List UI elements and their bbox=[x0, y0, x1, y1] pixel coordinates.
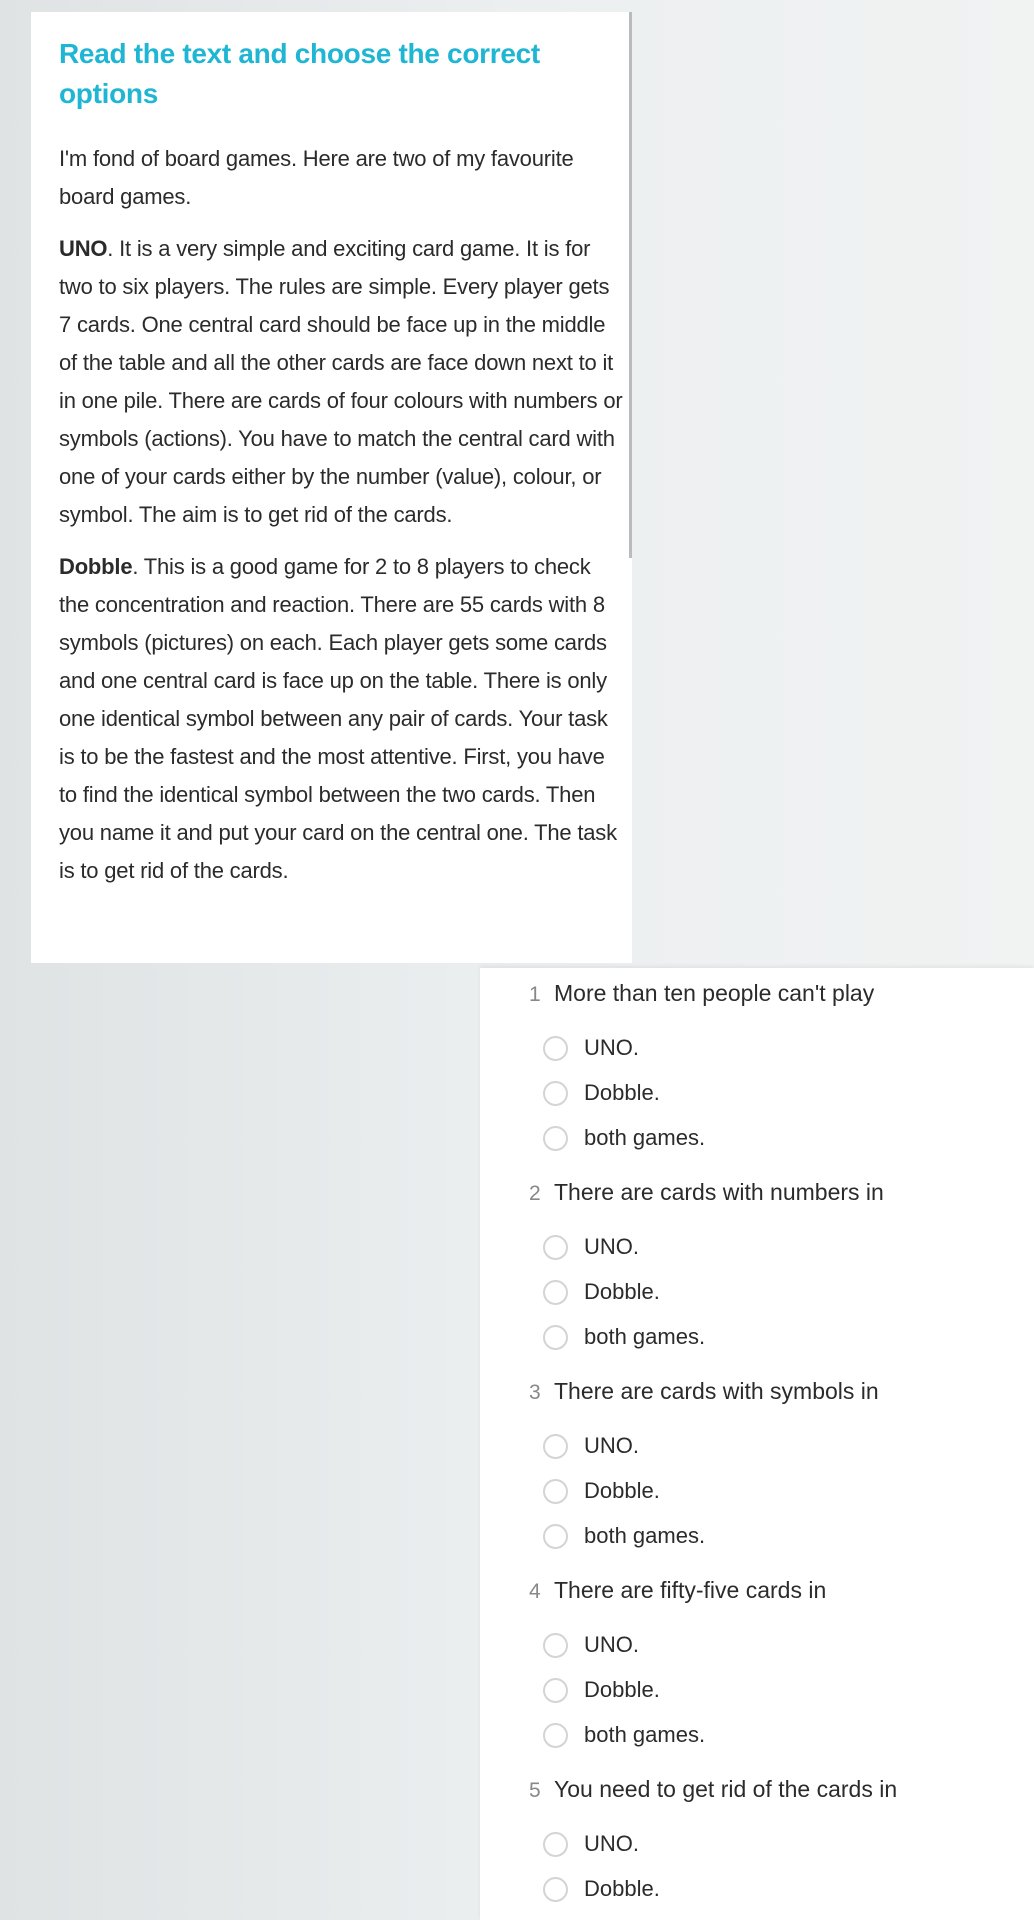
answer-option[interactable] bbox=[543, 1123, 705, 1153]
radio-button[interactable] bbox=[543, 1877, 568, 1902]
answer-option[interactable] bbox=[543, 1033, 639, 1063]
question-number: 1 bbox=[529, 983, 541, 1006]
question-prompt bbox=[529, 1179, 884, 1206]
option-label: Dobble. bbox=[584, 1279, 660, 1304]
dobble-paragraph bbox=[59, 548, 625, 890]
option-label: both games. bbox=[584, 1722, 706, 1747]
radio-button[interactable] bbox=[543, 1126, 568, 1151]
answer-option[interactable] bbox=[543, 1232, 639, 1262]
option-label: Dobble. bbox=[584, 1677, 660, 1702]
uno-paragraph bbox=[59, 230, 625, 534]
option-label: both games. bbox=[584, 1125, 706, 1150]
answer-option[interactable] bbox=[543, 1874, 660, 1904]
question-number: 2 bbox=[529, 1182, 541, 1205]
radio-button[interactable] bbox=[543, 1081, 568, 1106]
answer-option[interactable] bbox=[543, 1630, 639, 1660]
radio-button[interactable] bbox=[543, 1678, 568, 1703]
questions-panel bbox=[480, 968, 1034, 1920]
radio-button[interactable] bbox=[543, 1832, 568, 1857]
option-label: UNO. bbox=[584, 1632, 639, 1657]
radio-button[interactable] bbox=[543, 1434, 568, 1459]
option-label: UNO. bbox=[584, 1035, 639, 1060]
radio-button[interactable] bbox=[543, 1723, 568, 1748]
question-text: More than ten people can't play bbox=[554, 980, 875, 1006]
question-text: There are cards with symbols in bbox=[554, 1378, 879, 1404]
radio-button[interactable] bbox=[543, 1479, 568, 1504]
question-prompt bbox=[529, 980, 874, 1007]
uno-heading: UNO bbox=[59, 236, 108, 261]
option-label: UNO. bbox=[584, 1234, 639, 1259]
answer-option[interactable] bbox=[543, 1322, 705, 1352]
question-number: 4 bbox=[529, 1580, 541, 1603]
option-label: both games. bbox=[584, 1324, 706, 1349]
radio-button[interactable] bbox=[543, 1036, 568, 1061]
radio-button[interactable] bbox=[543, 1524, 568, 1549]
radio-button[interactable] bbox=[543, 1325, 568, 1350]
dobble-heading: Dobble bbox=[59, 554, 133, 579]
radio-button[interactable] bbox=[543, 1280, 568, 1305]
answer-option[interactable] bbox=[543, 1521, 705, 1551]
option-label: Dobble. bbox=[584, 1080, 660, 1105]
answer-option[interactable] bbox=[543, 1277, 660, 1307]
radio-button[interactable] bbox=[543, 1235, 568, 1260]
question-text: There are cards with numbers in bbox=[554, 1179, 884, 1205]
question-text: There are fifty-five cards in bbox=[554, 1577, 827, 1603]
option-label: Dobble. bbox=[584, 1876, 660, 1901]
answer-option[interactable] bbox=[543, 1078, 660, 1108]
dobble-text: . This is a good game for 2 to 8 players to check the concentration and reaction. There are 55 cards with 8 symbols (pictures) on each. Each player gets some cards and one central card is face up on the table. There is only one identical symbol between any pair of cards. Your task is to be the fastest and the most attentive. First, you have to find the identical symbol between the two cards. Then you name it and put your card on the central one. The task is to get rid of the cards. bbox=[59, 554, 617, 883]
uno-text: . It is a very simple and exciting card game. It is for two to six players. The rules are simple. Every player gets 7 cards. One central card should be face up in the middle of the table and all the other cards are face down next to it in one pile. There are cards of four colours with numbers or symbols (actions). You have to match the central card with one of your cards either by the number (value), colour, or symbol. The aim is to get rid of the cards. bbox=[59, 236, 623, 527]
answer-option[interactable] bbox=[543, 1829, 639, 1859]
answer-option[interactable] bbox=[543, 1431, 639, 1461]
scrollbar[interactable] bbox=[629, 12, 632, 558]
question-prompt bbox=[529, 1378, 879, 1405]
option-label: UNO. bbox=[584, 1831, 639, 1856]
answer-option[interactable] bbox=[543, 1720, 705, 1750]
question-number: 3 bbox=[529, 1381, 541, 1404]
question-prompt bbox=[529, 1776, 897, 1803]
answer-option[interactable] bbox=[543, 1476, 660, 1506]
question-prompt bbox=[529, 1577, 826, 1604]
question-text: You need to get rid of the cards in bbox=[554, 1776, 898, 1802]
option-label: both games. bbox=[584, 1523, 706, 1548]
reading-card bbox=[31, 12, 632, 963]
option-label: UNO. bbox=[584, 1433, 639, 1458]
answer-option[interactable] bbox=[543, 1675, 660, 1705]
option-label: Dobble. bbox=[584, 1478, 660, 1503]
radio-button[interactable] bbox=[543, 1633, 568, 1658]
question-number: 5 bbox=[529, 1779, 541, 1802]
task-title: Read the text and choose the correct options bbox=[59, 38, 540, 109]
intro-paragraph: I'm fond of board games. Here are two of my favourite board games. bbox=[59, 146, 574, 209]
